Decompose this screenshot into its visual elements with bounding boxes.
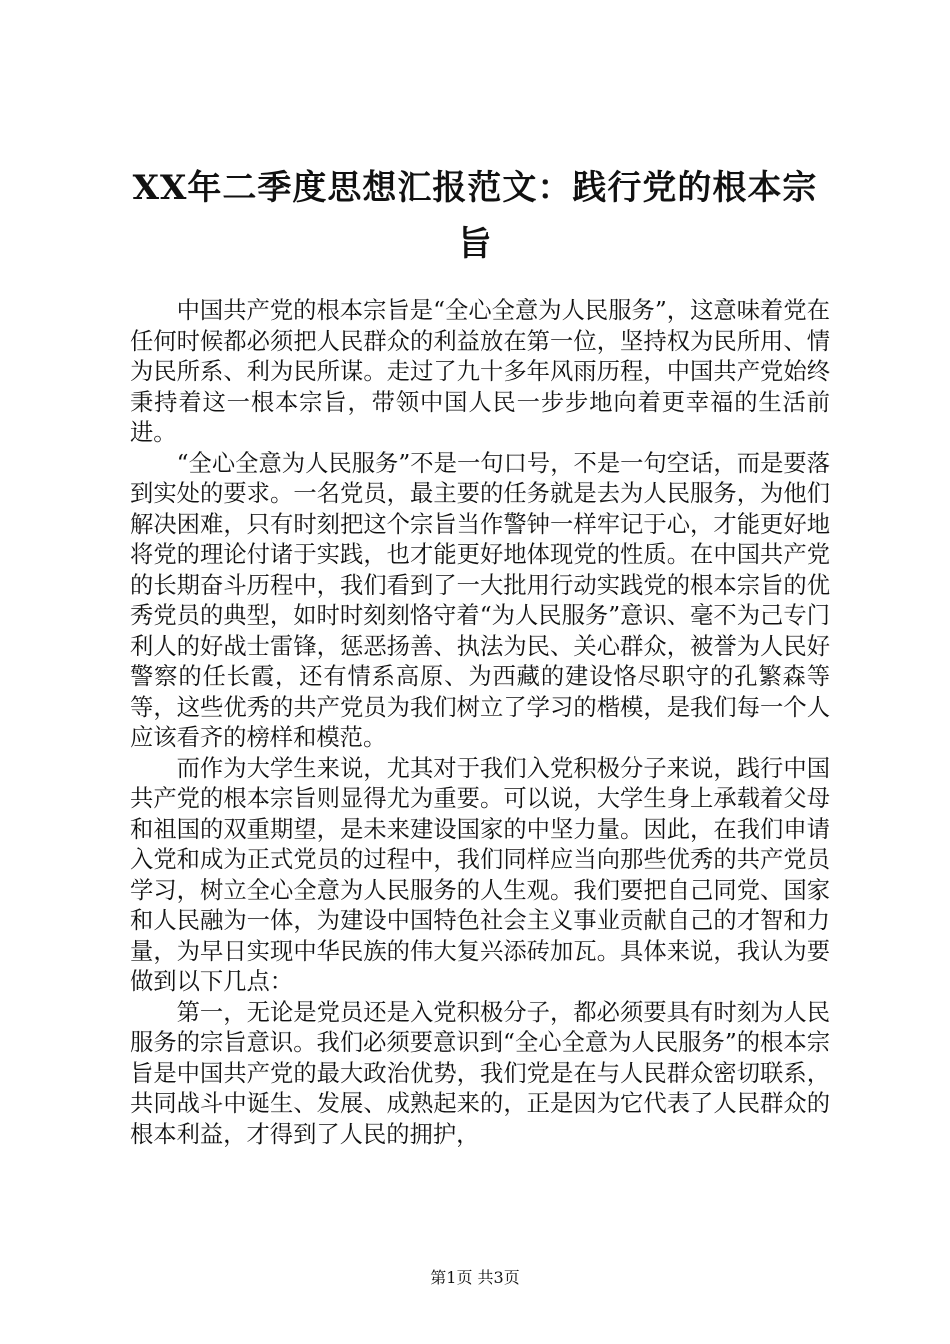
document-body <box>130 296 830 1150</box>
paragraph-1: 中国共产党的根本宗旨是“全心全意为人民服务”，这意味着党在任何时候都必须把人民群众的利益放在第一位，坚持权为民所用、情为民所系、利为民所谋。走过了九十多年风雨历程，中国共产党始终秉持着这一根本宗旨，带领中国人民一步步地向着更幸福的生活前进。 <box>130 297 830 446</box>
paragraph-3: 而作为大学生来说，尤其对于我们入党积极分子来说，践行中国共产党的根本宗旨则显得尤为重要。可以说，大学生身上承载着父母和祖国的双重期望，是未来建设国家的中坚力量。因此，在我们申请入党和成为正式党员的过程中，我们同样应当向那些优秀的共产党员学习，树立全心全意为人民服务的人生观。我们要把自己同党、国家和人民融为一体，为建设中国特色社会主义事业贡献自己的才智和力量，为早日实现中华民族的伟大复兴添砖加瓦。具体来说，我认为要做到以下几点： <box>130 754 830 995</box>
paragraph-4: 第一，无论是党员还是入党积极分子，都必须要具有时刻为人民服务的宗旨意识。我们必须要意识到“全心全意为人民服务”的根本宗旨是中国共产党的最大政治优势，我们党是在与人民群众密切联系，共同战斗中诞生、发展、成熟起来的，正是因为它代表了人民群众的根本利益，才得到了人民的拥护， <box>130 998 830 1148</box>
document-title: XX年二季度思想汇报范文：践行党的根本宗旨 <box>132 168 818 264</box>
page-footer: 第1页 共3页 <box>430 1268 520 1287</box>
paragraph-2: “全心全意为人民服务”不是一句口号，不是一句空话，而是要落到实处的要求。一名党员，最主要的任务就是去为人民服务，为他们解决困难，只有时刻把这个宗旨当作警钟一样牢记于心，才能更好地将党的理论付诸于实践，也才能更好地体现党的性质。在中国共产党的长期奋斗历程中，我们看到了一大批用行动实践党的根本宗旨的优秀党员的典型，如时时刻刻恪守着“为人民服务”意识、毫不为己专门利人的好战士雷锋，惩恶扬善、执法为民、关心群众，被誉为人民好警察的任长霞，还有情系高原、为西藏的建设恪尽职守的孔繁森等等，这些优秀的共产党员为我们树立了学习的楷模，是我们每一个人应该看齐的榜样和模范。 <box>130 449 830 751</box>
